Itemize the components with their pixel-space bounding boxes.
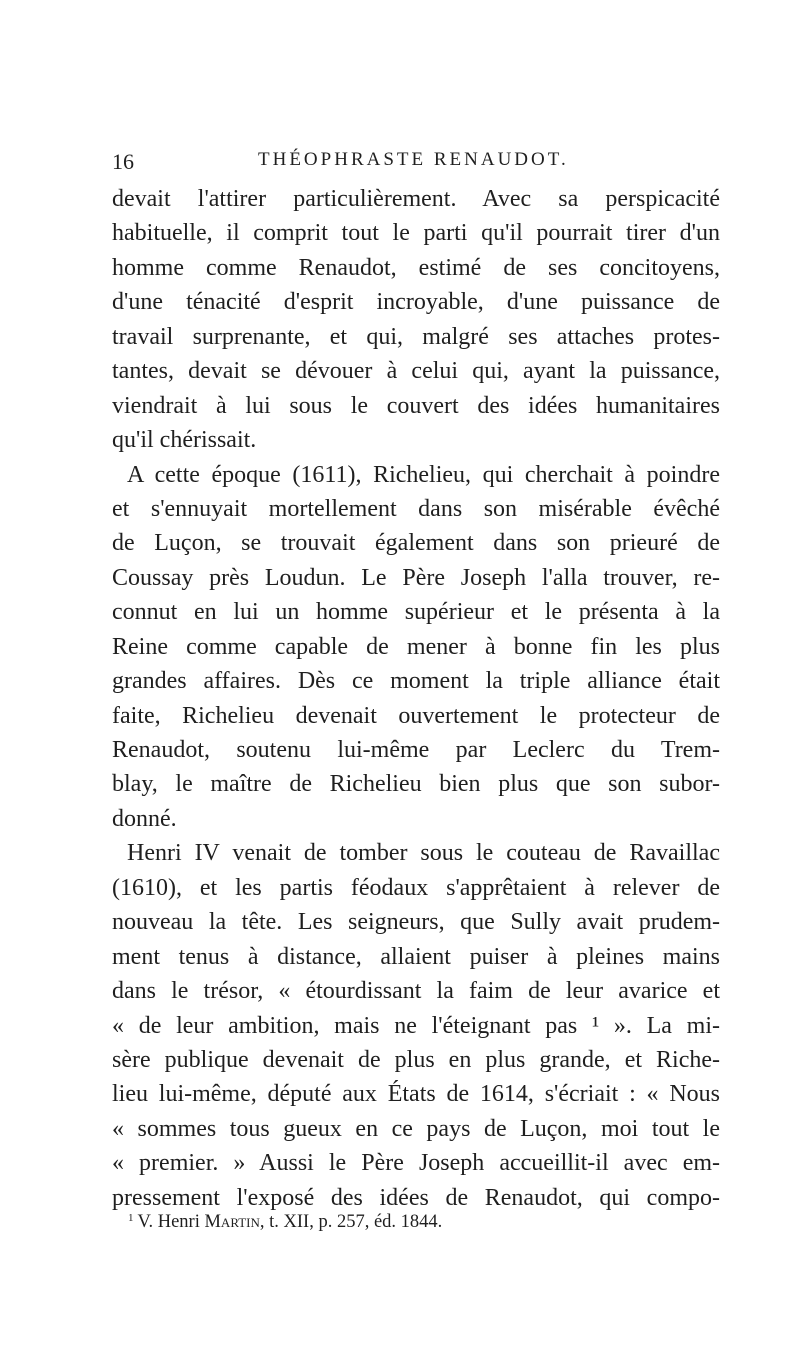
text-line: travail surprenante, et qui, malgré ses attaches protes-	[112, 323, 720, 350]
text-line: devait l'attirer particulièrement. Avec sa perspicacité	[112, 186, 720, 212]
text-line: sère publique devenait de plus en plus grande, et Riche-	[112, 1046, 720, 1073]
text-line: grandes affaires. Dès ce moment la triple alliance était	[112, 668, 720, 695]
text-line: « premier. » Aussi le Père Joseph accueillit-il avec em-	[112, 1150, 720, 1177]
text-line: dans le trésor, « étourdissant la faim de leur avarice et	[112, 978, 720, 1005]
footnote	[128, 1206, 720, 1234]
text-line: « de leur ambition, mais ne l'éteignant pas ¹ ». La mi-	[112, 1012, 720, 1039]
text-line: (1610), et les partis féodaux s'apprêtaient à relever de	[112, 874, 720, 901]
text-line: faite, Richelieu devenait ouvertement le protecteur de	[112, 702, 720, 729]
text-line: A cette époque (1611), Richelieu, qui cherchait à poindre	[127, 461, 720, 488]
text-line: d'une ténacité d'esprit incroyable, d'une puissance de	[112, 289, 720, 316]
footnote-marker: 1	[128, 1212, 134, 1224]
text-line: blay, le maître de Richelieu bien plus que son subor-	[112, 771, 720, 798]
running-title: THÉOPHRASTE RENAUDOT.	[258, 149, 569, 170]
footnote-text-before: V. Henri	[137, 1212, 205, 1232]
text-line: Reine comme capable de mener à bonne fin les plus	[112, 633, 720, 660]
text-line: homme comme Renaudot, estimé de ses concitoyens,	[112, 254, 720, 281]
text-line: de Luçon, se trouvait également dans son prieuré de	[112, 530, 720, 557]
text-line: connut en lui un homme supérieur et le présenta à la	[112, 599, 720, 626]
running-header	[112, 145, 722, 179]
page-number: 16	[112, 149, 134, 174]
text-line: lieu lui-même, député aux États de 1614, s'écriait : « Nous	[112, 1081, 720, 1108]
text-line: habituelle, il comprit tout le parti qu'il pourrait tirer d'un	[112, 220, 720, 247]
footnote-text-after: , t. XII, p. 257, éd. 1844.	[259, 1212, 443, 1232]
text-line: Renaudot, soutenu lui-même par Leclerc du Trem-	[112, 737, 720, 763]
text-line: viendrait à lui sous le couvert des idées humanitaires	[112, 392, 720, 419]
text-line: ment tenus à distance, allaient puiser à pleines mains	[112, 943, 720, 970]
text-line: donné.	[112, 805, 177, 832]
body-text	[112, 182, 720, 1215]
text-line: qu'il chérissait.	[112, 427, 257, 454]
text-line: nouveau la tête. Les seigneurs, que Sully avait prudem-	[112, 909, 720, 936]
text-line: pressement l'exposé des idées de Renaudot, qui compo-	[112, 1184, 720, 1211]
text-line: et s'ennuyait mortellement dans son misérable évêché	[112, 495, 720, 522]
text-line: tantes, devait se dévouer à celui qui, ayant la puissance,	[112, 358, 720, 385]
text-line: Henri IV venait de tomber sous le couteau de Ravaillac	[127, 840, 720, 867]
text-line: Coussay près Loudun. Le Père Joseph l'alla trouver, re-	[112, 564, 720, 591]
footnote-author: Martin	[204, 1212, 260, 1232]
text-line: « sommes tous gueux en ce pays de Luçon, moi tout le	[112, 1115, 720, 1142]
